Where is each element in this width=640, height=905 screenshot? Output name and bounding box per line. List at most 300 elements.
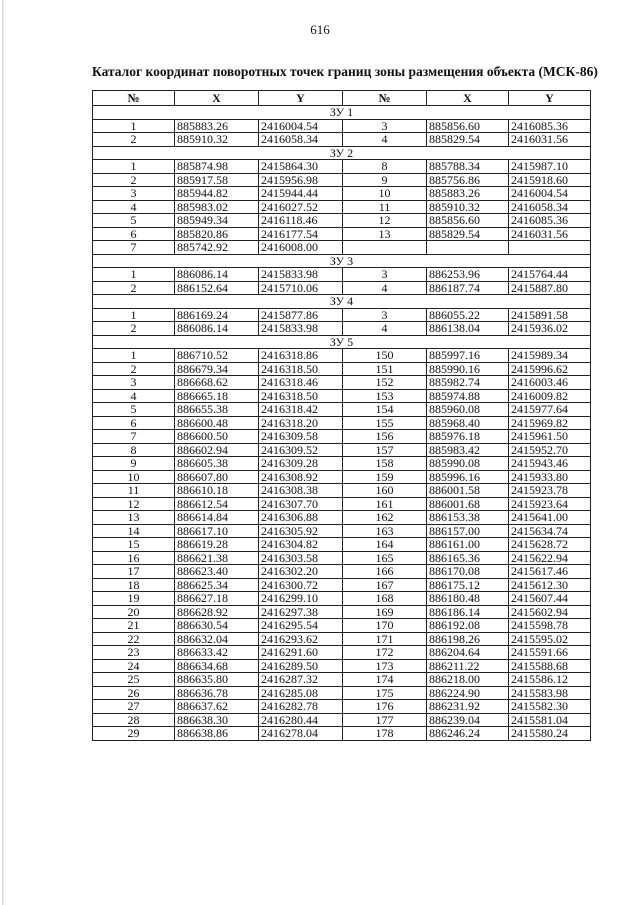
- x-coordinate: 886607.80: [175, 470, 259, 484]
- point-number: 160: [343, 484, 427, 498]
- table-row: [93, 619, 591, 633]
- point-number: 4: [343, 281, 427, 295]
- table-row: [93, 403, 591, 417]
- table-row: [93, 416, 591, 430]
- y-coordinate: 2415588.68: [509, 659, 591, 673]
- x-coordinate: 885976.18: [427, 430, 509, 444]
- x-coordinate: 886655.38: [175, 403, 259, 417]
- y-coordinate: 2416302.20: [259, 565, 343, 579]
- x-coordinate: 886600.48: [175, 416, 259, 430]
- section-header-row: [93, 106, 591, 120]
- table-row: [93, 200, 591, 214]
- table-row: [93, 389, 591, 403]
- table-row: [93, 592, 591, 606]
- y-coordinate: 2415710.06: [259, 281, 343, 295]
- y-coordinate: 2415764.44: [509, 268, 591, 282]
- x-coordinate: 886637.62: [175, 700, 259, 714]
- point-number: 166: [343, 565, 427, 579]
- point-number: 4: [93, 389, 175, 403]
- y-coordinate: 2415923.64: [509, 497, 591, 511]
- table-body: [93, 106, 591, 741]
- x-coordinate: 886175.12: [427, 578, 509, 592]
- y-coordinate: 2415617.46: [509, 565, 591, 579]
- x-coordinate: 886634.68: [175, 659, 259, 673]
- point-number: 6: [93, 416, 175, 430]
- point-number: 170: [343, 619, 427, 633]
- header-y-right: Y: [509, 91, 591, 106]
- y-coordinate: 2415956.98: [259, 173, 343, 187]
- x-coordinate: 886165.36: [427, 551, 509, 565]
- point-number: 17: [93, 565, 175, 579]
- y-coordinate: 2416306.88: [259, 511, 343, 525]
- x-coordinate: 886169.24: [175, 308, 259, 322]
- y-coordinate: 2415936.02: [509, 322, 591, 336]
- x-coordinate: 886610.18: [175, 484, 259, 498]
- y-coordinate: 2416031.56: [509, 227, 591, 241]
- point-number: 1: [93, 349, 175, 363]
- x-coordinate: 886231.92: [427, 700, 509, 714]
- table-row: [93, 376, 591, 390]
- x-coordinate: 886001.68: [427, 497, 509, 511]
- x-coordinate: 885917.58: [175, 173, 259, 187]
- x-coordinate: 886623.40: [175, 565, 259, 579]
- point-number: 153: [343, 389, 427, 403]
- y-coordinate: 2416008.00: [259, 241, 343, 255]
- y-coordinate: 2416004.54: [259, 119, 343, 133]
- point-number: 155: [343, 416, 427, 430]
- table-row: [93, 241, 591, 255]
- table-row: [93, 457, 591, 471]
- x-coordinate: 885883.26: [427, 187, 509, 201]
- point-number: 2: [93, 362, 175, 376]
- x-coordinate: 886253.96: [427, 268, 509, 282]
- y-coordinate: 2415833.98: [259, 268, 343, 282]
- y-coordinate: 2416318.50: [259, 389, 343, 403]
- point-number: 176: [343, 700, 427, 714]
- x-coordinate: 886224.90: [427, 686, 509, 700]
- table-row: [93, 227, 591, 241]
- y-coordinate: 2416297.38: [259, 605, 343, 619]
- point-number: 162: [343, 511, 427, 525]
- y-coordinate: 2416177.54: [259, 227, 343, 241]
- point-number: 13: [343, 227, 427, 241]
- y-coordinate: 2416278.04: [259, 727, 343, 741]
- point-number: 173: [343, 659, 427, 673]
- y-coordinate: 2415996.62: [509, 362, 591, 376]
- x-coordinate: 885997.16: [427, 349, 509, 363]
- y-coordinate: 2415943.46: [509, 457, 591, 471]
- point-number: 29: [93, 727, 175, 741]
- table-row: [93, 538, 591, 552]
- point-number: 11: [93, 484, 175, 498]
- y-coordinate: 2416295.54: [259, 619, 343, 633]
- x-coordinate: 885944.82: [175, 187, 259, 201]
- point-number: 3: [93, 376, 175, 390]
- y-coordinate: 2415987.10: [509, 160, 591, 174]
- point-number: 4: [93, 200, 175, 214]
- point-number: 28: [93, 713, 175, 727]
- point-number: 165: [343, 551, 427, 565]
- point-number: 5: [93, 214, 175, 228]
- point-number: 157: [343, 443, 427, 457]
- point-number: 2: [93, 173, 175, 187]
- point-number: 20: [93, 605, 175, 619]
- point-number: 152: [343, 376, 427, 390]
- y-coordinate: 2416118.46: [259, 214, 343, 228]
- table-row: [93, 646, 591, 660]
- table-row: [93, 551, 591, 565]
- y-coordinate: 2416027.52: [259, 200, 343, 214]
- x-coordinate: 886161.00: [427, 538, 509, 552]
- y-coordinate: 2416309.58: [259, 430, 343, 444]
- x-coordinate: 885856.60: [427, 214, 509, 228]
- x-coordinate: 885910.32: [175, 133, 259, 147]
- x-coordinate: 886679.34: [175, 362, 259, 376]
- y-coordinate: 2416004.54: [509, 187, 591, 201]
- x-coordinate: 885829.54: [427, 227, 509, 241]
- x-coordinate: 886632.04: [175, 632, 259, 646]
- y-coordinate: 2415582.30: [509, 700, 591, 714]
- table-row: [93, 443, 591, 457]
- point-number: [343, 241, 427, 255]
- y-coordinate: 2416318.50: [259, 362, 343, 376]
- point-number: 161: [343, 497, 427, 511]
- point-number: 7: [93, 241, 175, 255]
- point-number: 177: [343, 713, 427, 727]
- x-coordinate: 886211.22: [427, 659, 509, 673]
- x-coordinate: 886628.92: [175, 605, 259, 619]
- y-coordinate: 2415595.02: [509, 632, 591, 646]
- table-row: [93, 497, 591, 511]
- header-x-left: X: [175, 91, 259, 106]
- y-coordinate: 2416280.44: [259, 713, 343, 727]
- coordinates-table: [92, 90, 591, 741]
- y-coordinate: 2415891.58: [509, 308, 591, 322]
- point-number: 1: [93, 160, 175, 174]
- x-coordinate: 886602.94: [175, 443, 259, 457]
- point-number: 12: [93, 497, 175, 511]
- point-number: 25: [93, 673, 175, 687]
- x-coordinate: 885856.60: [427, 119, 509, 133]
- x-coordinate: 886633.42: [175, 646, 259, 660]
- y-coordinate: 2415933.80: [509, 470, 591, 484]
- point-number: 22: [93, 632, 175, 646]
- y-coordinate: 2416299.10: [259, 592, 343, 606]
- table-row: [93, 308, 591, 322]
- y-coordinate: 2416308.92: [259, 470, 343, 484]
- x-coordinate: 885983.02: [175, 200, 259, 214]
- point-number: 23: [93, 646, 175, 660]
- section-header-row: [93, 254, 591, 268]
- table-row: [93, 484, 591, 498]
- point-number: 168: [343, 592, 427, 606]
- point-number: 10: [93, 470, 175, 484]
- y-coordinate: 2416031.56: [509, 133, 591, 147]
- y-coordinate: 2415581.04: [509, 713, 591, 727]
- x-coordinate: 885788.34: [427, 160, 509, 174]
- y-coordinate: 2416285.08: [259, 686, 343, 700]
- point-number: 1: [93, 119, 175, 133]
- x-coordinate: 886204.64: [427, 646, 509, 660]
- x-coordinate: 886187.74: [427, 281, 509, 295]
- x-coordinate: 886617.10: [175, 524, 259, 538]
- x-coordinate: 886619.28: [175, 538, 259, 552]
- table-row: [93, 511, 591, 525]
- y-coordinate: 2415944.44: [259, 187, 343, 201]
- x-coordinate: 885974.88: [427, 389, 509, 403]
- x-coordinate: 886612.54: [175, 497, 259, 511]
- y-coordinate: 2416303.58: [259, 551, 343, 565]
- point-number: 3: [93, 187, 175, 201]
- y-coordinate: 2416318.46: [259, 376, 343, 390]
- x-coordinate: 885874.98: [175, 160, 259, 174]
- point-number: 26: [93, 686, 175, 700]
- y-coordinate: 2415833.98: [259, 322, 343, 336]
- point-number: 24: [93, 659, 175, 673]
- header-y-left: Y: [259, 91, 343, 106]
- x-coordinate: 886638.86: [175, 727, 259, 741]
- header-x-right: X: [427, 91, 509, 106]
- y-coordinate: [509, 241, 591, 255]
- table-row: [93, 605, 591, 619]
- point-number: 13: [93, 511, 175, 525]
- x-coordinate: [427, 241, 509, 255]
- table-row: [93, 160, 591, 174]
- y-coordinate: 2416308.38: [259, 484, 343, 498]
- y-coordinate: 2416282.78: [259, 700, 343, 714]
- x-coordinate: 886198.26: [427, 632, 509, 646]
- section-header-row: [93, 335, 591, 349]
- point-number: 15: [93, 538, 175, 552]
- y-coordinate: 2416300.72: [259, 578, 343, 592]
- point-number: 6: [93, 227, 175, 241]
- section-name: ЗУ 3: [93, 254, 591, 268]
- point-number: 175: [343, 686, 427, 700]
- table-row: [93, 133, 591, 147]
- table-row: [93, 727, 591, 741]
- table-row: [93, 268, 591, 282]
- x-coordinate: 886630.54: [175, 619, 259, 633]
- y-coordinate: 2416009.82: [509, 389, 591, 403]
- scan-edge: [2, 0, 5, 905]
- point-number: 154: [343, 403, 427, 417]
- point-number: 19: [93, 592, 175, 606]
- y-coordinate: 2416318.20: [259, 416, 343, 430]
- point-number: 9: [93, 457, 175, 471]
- x-coordinate: 885990.16: [427, 362, 509, 376]
- x-coordinate: 886605.38: [175, 457, 259, 471]
- point-number: 10: [343, 187, 427, 201]
- y-coordinate: 2415602.94: [509, 605, 591, 619]
- x-coordinate: 886246.24: [427, 727, 509, 741]
- x-coordinate: 886625.34: [175, 578, 259, 592]
- table-row: [93, 214, 591, 228]
- y-coordinate: 2416085.36: [509, 119, 591, 133]
- y-coordinate: 2415622.94: [509, 551, 591, 565]
- x-coordinate: 885990.08: [427, 457, 509, 471]
- x-coordinate: 885756.86: [427, 173, 509, 187]
- point-number: 167: [343, 578, 427, 592]
- page-number: 616: [310, 22, 330, 37]
- x-coordinate: 886086.14: [175, 322, 259, 336]
- y-coordinate: 2415969.82: [509, 416, 591, 430]
- x-coordinate: 886055.22: [427, 308, 509, 322]
- y-coordinate: 2416291.60: [259, 646, 343, 660]
- point-number: 2: [93, 322, 175, 336]
- point-number: 3: [343, 308, 427, 322]
- catalog-title: Каталог координат поворотных точек границ зоны размещения объекта (МСК-86): [92, 64, 598, 79]
- y-coordinate: 2416309.52: [259, 443, 343, 457]
- x-coordinate: 886668.62: [175, 376, 259, 390]
- x-coordinate: 886665.18: [175, 389, 259, 403]
- table-row: [93, 673, 591, 687]
- y-coordinate: 2416003.46: [509, 376, 591, 390]
- y-coordinate: 2415989.34: [509, 349, 591, 363]
- point-number: 14: [93, 524, 175, 538]
- point-number: 4: [343, 133, 427, 147]
- x-coordinate: 886153.38: [427, 511, 509, 525]
- x-coordinate: 885996.16: [427, 470, 509, 484]
- table-row: [93, 362, 591, 376]
- table-row: [93, 173, 591, 187]
- point-number: 8: [93, 443, 175, 457]
- point-number: 11: [343, 200, 427, 214]
- table-row: [93, 713, 591, 727]
- point-number: 151: [343, 362, 427, 376]
- y-coordinate: 2416289.50: [259, 659, 343, 673]
- table-row: [93, 565, 591, 579]
- y-coordinate: 2416058.34: [509, 200, 591, 214]
- x-coordinate: 886239.04: [427, 713, 509, 727]
- table-row: [93, 281, 591, 295]
- point-number: 16: [93, 551, 175, 565]
- point-number: 163: [343, 524, 427, 538]
- point-number: 169: [343, 605, 427, 619]
- x-coordinate: 886218.00: [427, 673, 509, 687]
- point-number: 174: [343, 673, 427, 687]
- point-number: 3: [343, 119, 427, 133]
- point-number: 156: [343, 430, 427, 444]
- table-row: [93, 119, 591, 133]
- table-row: [93, 632, 591, 646]
- point-number: 1: [93, 268, 175, 282]
- y-coordinate: 2416305.92: [259, 524, 343, 538]
- x-coordinate: 886086.14: [175, 268, 259, 282]
- section-name: ЗУ 1: [93, 106, 591, 120]
- table-row: [93, 578, 591, 592]
- point-number: 159: [343, 470, 427, 484]
- y-coordinate: 2415607.44: [509, 592, 591, 606]
- point-number: 12: [343, 214, 427, 228]
- x-coordinate: 886170.08: [427, 565, 509, 579]
- point-number: 5: [93, 403, 175, 417]
- x-coordinate: 885829.54: [427, 133, 509, 147]
- section-name: ЗУ 4: [93, 295, 591, 309]
- x-coordinate: 886186.14: [427, 605, 509, 619]
- x-coordinate: 886636.78: [175, 686, 259, 700]
- y-coordinate: 2415923.78: [509, 484, 591, 498]
- y-coordinate: 2415583.98: [509, 686, 591, 700]
- point-number: 7: [93, 430, 175, 444]
- x-coordinate: 885883.26: [175, 119, 259, 133]
- table-row: [93, 700, 591, 714]
- point-number: 21: [93, 619, 175, 633]
- point-number: 2: [93, 133, 175, 147]
- y-coordinate: 2415961.50: [509, 430, 591, 444]
- x-coordinate: 886152.64: [175, 281, 259, 295]
- x-coordinate: 885960.08: [427, 403, 509, 417]
- table-row: [93, 430, 591, 444]
- point-number: 1: [93, 308, 175, 322]
- y-coordinate: 2415598.78: [509, 619, 591, 633]
- y-coordinate: 2415952.70: [509, 443, 591, 457]
- x-coordinate: 886180.48: [427, 592, 509, 606]
- point-number: 3: [343, 268, 427, 282]
- y-coordinate: 2415918.60: [509, 173, 591, 187]
- point-number: 2: [93, 281, 175, 295]
- header-number-right: №: [343, 91, 427, 106]
- y-coordinate: 2415612.30: [509, 578, 591, 592]
- point-number: 27: [93, 700, 175, 714]
- section-name: ЗУ 5: [93, 335, 591, 349]
- y-coordinate: 2416307.70: [259, 497, 343, 511]
- y-coordinate: 2415586.12: [509, 673, 591, 687]
- y-coordinate: 2415864.30: [259, 160, 343, 174]
- x-coordinate: 886138.04: [427, 322, 509, 336]
- y-coordinate: 2416304.82: [259, 538, 343, 552]
- y-coordinate: 2415591.66: [509, 646, 591, 660]
- point-number: 18: [93, 578, 175, 592]
- x-coordinate: 886614.84: [175, 511, 259, 525]
- point-number: 178: [343, 727, 427, 741]
- x-coordinate: 886621.38: [175, 551, 259, 565]
- y-coordinate: 2416318.86: [259, 349, 343, 363]
- y-coordinate: 2416293.62: [259, 632, 343, 646]
- table-row: [93, 659, 591, 673]
- y-coordinate: 2415877.86: [259, 308, 343, 322]
- point-number: 8: [343, 160, 427, 174]
- y-coordinate: 2416287.32: [259, 673, 343, 687]
- y-coordinate: 2415977.64: [509, 403, 591, 417]
- point-number: 158: [343, 457, 427, 471]
- section-header-row: [93, 146, 591, 160]
- x-coordinate: 885983.42: [427, 443, 509, 457]
- table-header-row: [93, 91, 591, 106]
- y-coordinate: 2416309.28: [259, 457, 343, 471]
- section-header-row: [93, 295, 591, 309]
- y-coordinate: 2415628.72: [509, 538, 591, 552]
- x-coordinate: 886192.08: [427, 619, 509, 633]
- y-coordinate: 2415887.80: [509, 281, 591, 295]
- header-number-left: №: [93, 91, 175, 106]
- table-row: [93, 686, 591, 700]
- x-coordinate: 886635.80: [175, 673, 259, 687]
- point-number: 4: [343, 322, 427, 336]
- x-coordinate: 886600.50: [175, 430, 259, 444]
- x-coordinate: 885910.32: [427, 200, 509, 214]
- point-number: 172: [343, 646, 427, 660]
- table-row: [93, 524, 591, 538]
- x-coordinate: 885820.86: [175, 227, 259, 241]
- point-number: 150: [343, 349, 427, 363]
- x-coordinate: 886638.30: [175, 713, 259, 727]
- point-number: 164: [343, 538, 427, 552]
- y-coordinate: 2416318.42: [259, 403, 343, 417]
- table-row: [93, 322, 591, 336]
- x-coordinate: 886157.00: [427, 524, 509, 538]
- x-coordinate: 885982.74: [427, 376, 509, 390]
- section-name: ЗУ 2: [93, 146, 591, 160]
